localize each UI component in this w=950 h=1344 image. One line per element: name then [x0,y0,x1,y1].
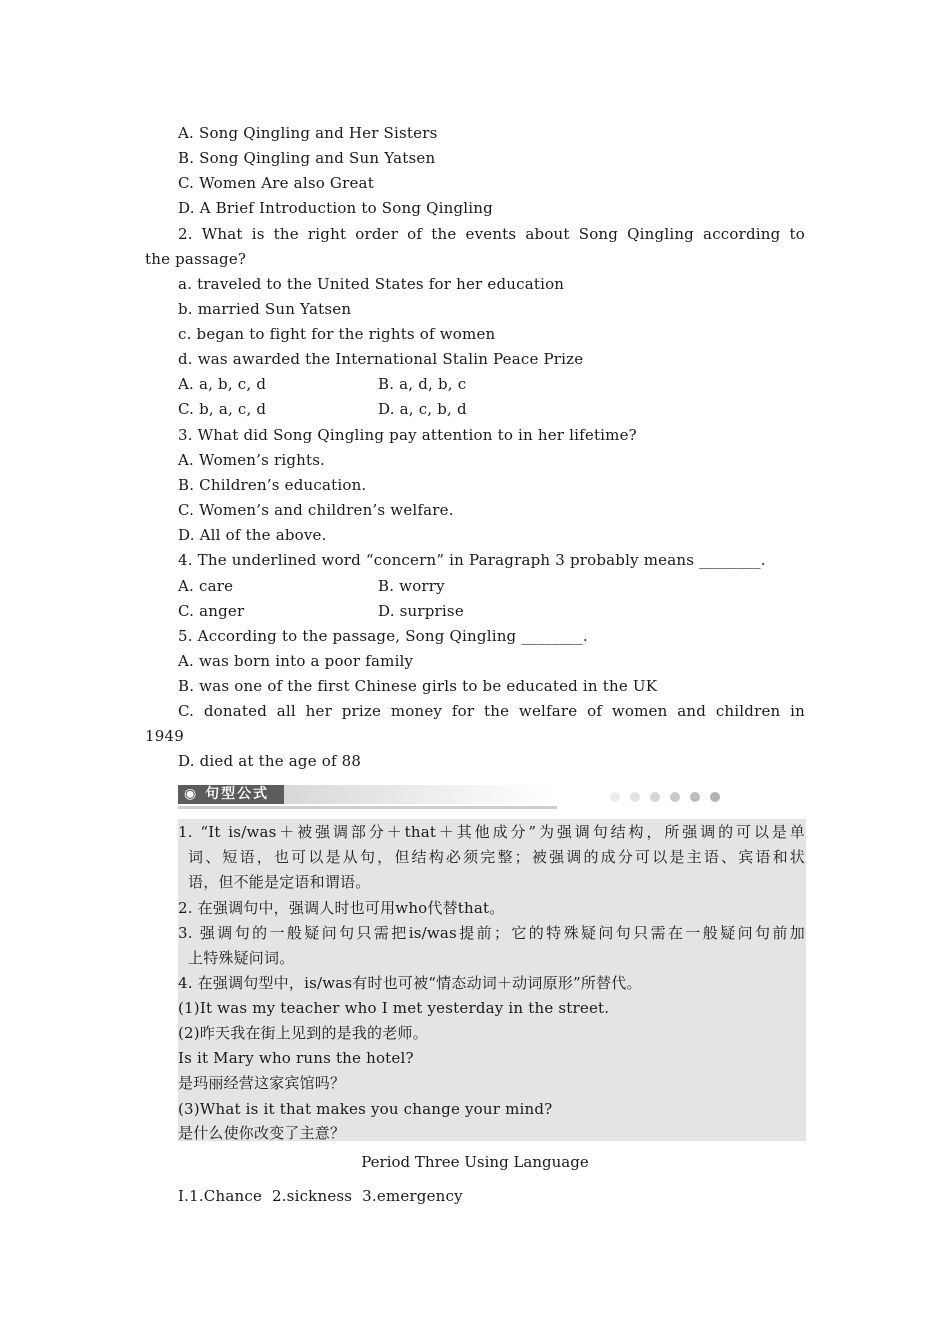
q4-option-a: A. care [178,577,234,595]
q2-event-a: a. traveled to the United States for her education [178,275,565,293]
q5-option-c-cont: 1949 [145,727,184,745]
q5-option-c: C. donated all her prize money for the welfare of women and children in [178,702,805,720]
decor-dot [630,792,640,802]
q1-option-a: A. Song Qingling and Her Sisters [178,124,438,142]
q2-option-a: A. a, b, c, d [178,375,267,393]
decor-dot [670,792,680,802]
bullseye-icon: ◉ [184,786,199,802]
answer-line: Ⅰ.1.Chance 2.sickness 3.emergency [178,1187,463,1205]
q2-stem: 2. What is the right order of the events about Song Qingling according to [178,225,805,243]
formula-line: 语，但不能是定语和谓语。 [188,873,371,891]
q1-option-b: B. Song Qingling and Sun Yatsen [178,149,436,167]
q2-option-d: D. a, c, b, d [378,400,467,418]
formula-line: 是玛丽经营这家宾馆吗？ [178,1074,346,1092]
decor-dot [690,792,700,802]
q4-option-d: D. surprise [378,602,464,620]
q3-option-c: C. Women’s and children’s welfare. [178,501,454,519]
q5-stem: 5. According to the passage, Song Qingling ________. [178,627,588,645]
q2-event-b: b. married Sun Yatsen [178,300,352,318]
decor-dot [710,792,720,802]
formula-line: (2)昨天我在街上见到的是我的老师。 [178,1024,428,1042]
formula-line: (3)What is it that makes you change your mind? [178,1100,553,1118]
q3-option-b: B. Children’s education. [178,476,367,494]
section-banner [178,783,557,813]
q3-option-a: A. Women’s rights. [178,451,326,469]
section-banner-tab [178,785,284,804]
q1-option-c: C. Women Are also Great [178,174,374,192]
section-banner-label: 句型公式 [205,786,270,802]
formula-line: 4. 在强调句型中，is/was有时也可被“情态动词＋动词原形”所替代。 [178,974,642,992]
q2-option-b: B. a, d, b, c [378,375,467,393]
decor-dot [610,792,620,802]
q2-option-c: C. b, a, c, d [178,400,267,418]
q4-option-c: C. anger [178,602,245,620]
formula-line: (1)It was my teacher who I met yesterday in the street. [178,999,610,1017]
q4-stem: 4. The underlined word “concern” in Paragraph 3 probably means ________. [178,551,766,569]
q4-option-b: B. worry [378,577,445,595]
formula-line: Is it Mary who runs the hotel? [178,1049,414,1067]
formula-line: 上特殊疑问词。 [188,949,295,967]
q2-event-d: d. was awarded the International Stalin Peace Prize [178,350,584,368]
q2-stem-cont: the passage? [145,250,247,268]
formula-line: 是什么使你改变了主意？ [178,1124,346,1142]
q5-option-d: D. died at the age of 88 [178,752,362,770]
decor-dot [650,792,660,802]
formula-line: 2. 在强调句中，强调人时也可用who代替that。 [178,899,505,917]
q1-option-d: D. A Brief Introduction to Song Qingling [178,199,493,217]
q5-option-a: A. was born into a poor family [178,652,414,670]
q3-option-d: D. All of the above. [178,526,327,544]
section-banner-rule [178,806,557,809]
period-title: Period Three Using Language [361,1153,589,1171]
formula-line: 词、短语，也可以是从句，但结构必须完整；被强调的成分可以是主语、宾语和状 [188,848,805,866]
formula-line: 1. “It is/was＋被强调部分＋that＋其他成分”为强调句结构，所强调的可以是单 [178,823,805,841]
q2-event-c: c. began to fight for the rights of women [178,325,496,343]
q5-option-b: B. was one of the first Chinese girls to be educated in the UK [178,677,658,695]
section-banner-bar [284,785,557,804]
formula-line: 3. 强调句的一般疑问句只需把is/was提前；它的特殊疑问句只需在一般疑问句前加 [178,924,805,942]
q3-stem: 3. What did Song Qingling pay attention to in her lifetime? [178,426,637,444]
